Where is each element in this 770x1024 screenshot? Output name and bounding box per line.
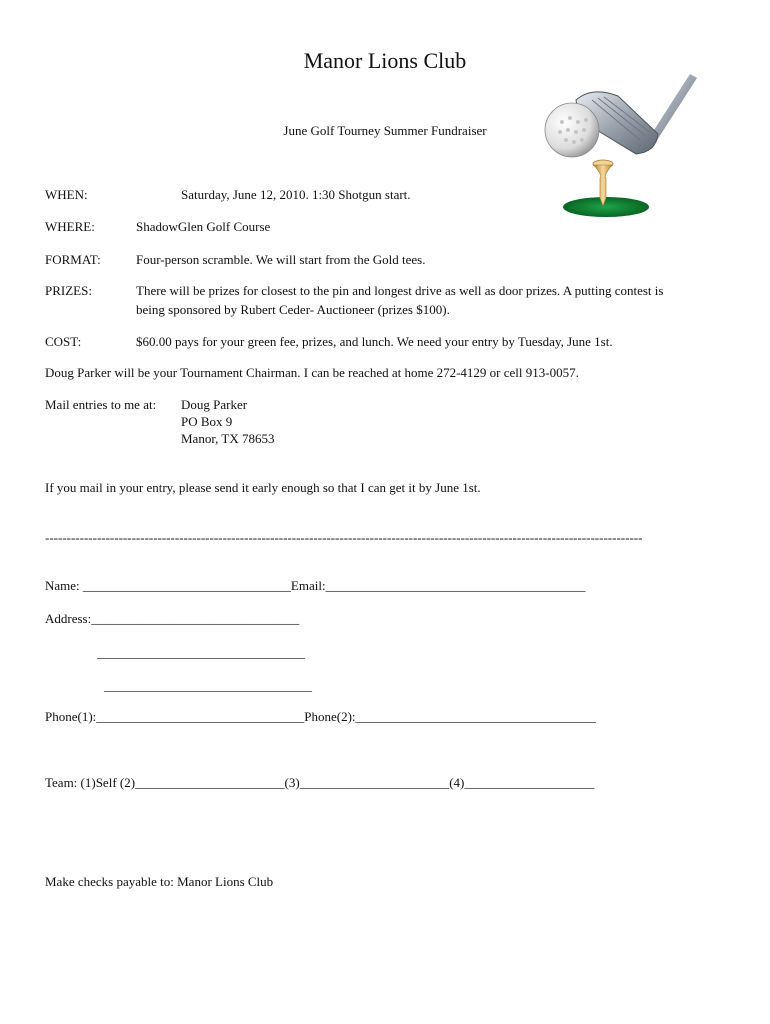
- prizes-value-line2: being sponsored by Rubert Ceder- Auctioneer (prizes $100).: [136, 302, 450, 317]
- golf-club-ball-tee-icon: [540, 70, 700, 220]
- where-label: WHERE:: [45, 219, 95, 234]
- cost-label: COST:: [45, 334, 82, 349]
- address-line-2[interactable]: ________________________________: [97, 645, 305, 660]
- when-label: WHEN:: [45, 187, 88, 202]
- when-value: Saturday, June 12, 2010. 1:30 Shotgun start.: [181, 187, 411, 202]
- mail-po-box: PO Box 9: [181, 414, 233, 429]
- page-subtitle: June Golf Tourney Summer Fundraiser: [283, 123, 487, 138]
- name-email-line[interactable]: Name: ________________________________Email:________________________________________: [45, 578, 586, 593]
- prizes-value-line1: There will be prizes for closest to the pin and longest drive as well as door prizes. A putting contest is: [136, 283, 664, 298]
- prizes-label: PRIZES:: [45, 283, 92, 298]
- where-value: ShadowGlen Golf Course: [136, 219, 271, 234]
- cost-value: $60.00 pays for your green fee, prizes, and lunch. We need your entry by Tuesday, June 1st.: [136, 334, 613, 349]
- phone-line[interactable]: Phone(1):________________________________Phone(2):_____________________________________: [45, 709, 597, 724]
- cut-line-divider: ------------------------------------------------------------------------------------------------------------------------------------------: [45, 530, 643, 545]
- address-line-1[interactable]: Address:________________________________: [45, 611, 300, 626]
- chairman-text: Doug Parker will be your Tournament Chairman. I can be reached at home 272-4129 or cell 913-0057.: [45, 365, 579, 380]
- mail-city: Manor, TX 78653: [181, 431, 275, 446]
- mail-note: If you mail in your entry, please send it early enough so that I can get it by June 1st.: [45, 480, 481, 495]
- mail-label: Mail entries to me at:: [45, 397, 157, 412]
- format-label: FORMAT:: [45, 252, 101, 267]
- page-title: Manor Lions Club: [303, 48, 467, 73]
- team-line[interactable]: Team: (1)Self (2)_______________________(3)_______________________(4)____________________: [45, 775, 595, 790]
- mail-name: Doug Parker: [181, 397, 248, 412]
- address-line-3[interactable]: ________________________________: [104, 678, 312, 693]
- format-value: Four-person scramble. We will start from the Gold tees.: [136, 252, 426, 267]
- checks-payable-line: Make checks payable to: Manor Lions Club: [45, 874, 274, 889]
